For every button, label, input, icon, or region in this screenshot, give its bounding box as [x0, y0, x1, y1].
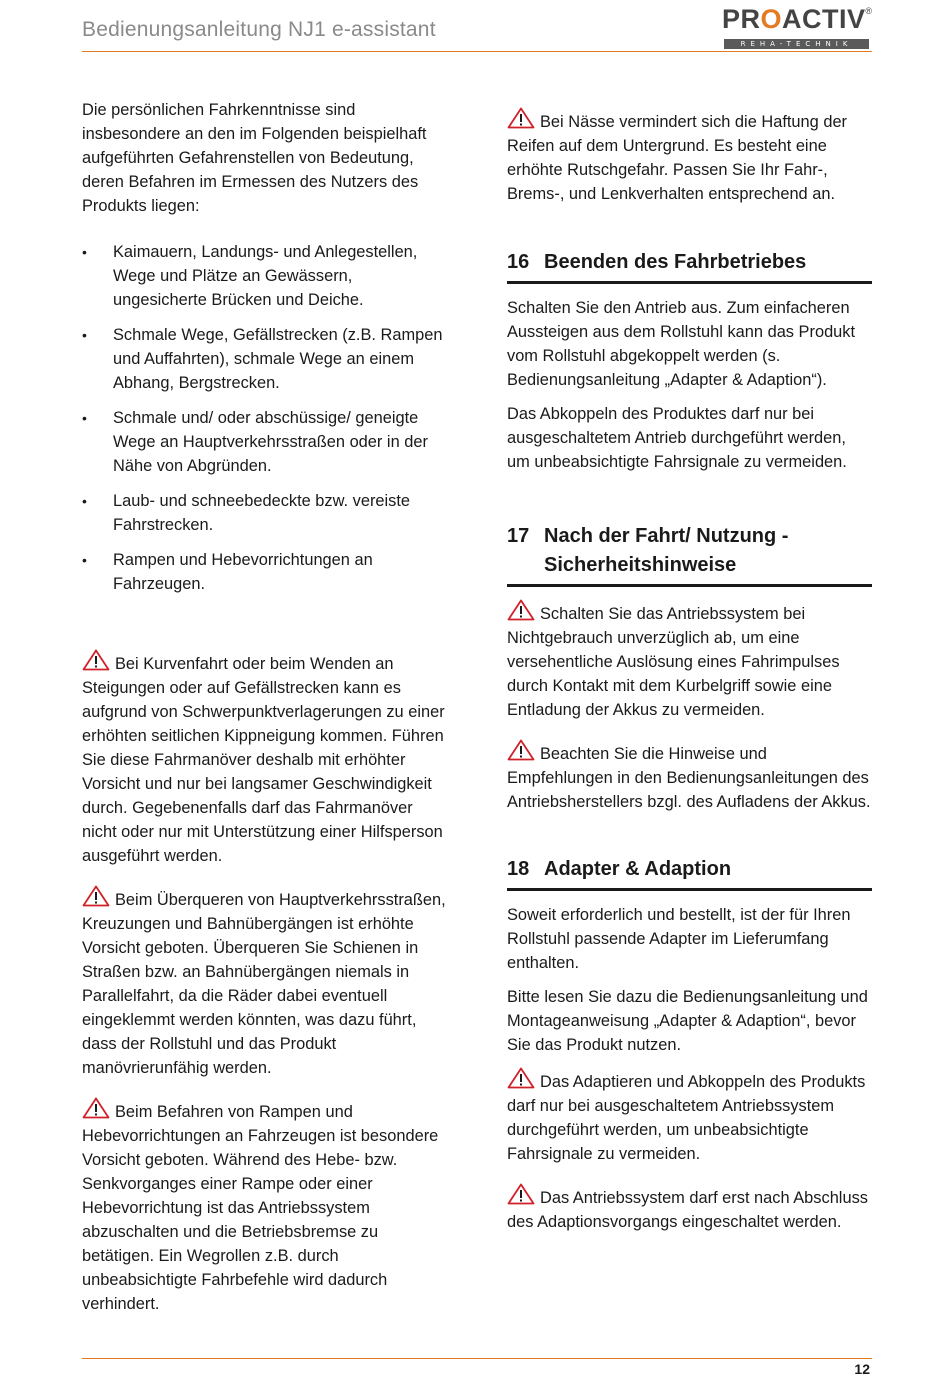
section-16-heading: 16 Beenden des Fahrbetriebes: [507, 248, 872, 284]
footer-divider: [82, 1358, 872, 1359]
bullet-icon: •: [82, 327, 87, 343]
bullet-icon: •: [82, 244, 87, 260]
list-item: • Laub- und schneebedeckte bzw. vereiste Fahrstrecken.: [82, 489, 447, 537]
warning-triangle-icon: [507, 1183, 535, 1205]
warning-triangle-icon: [82, 649, 110, 671]
bullet-icon: •: [82, 552, 87, 568]
section-16-paragraph: Schalten Sie den Antrieb aus. Zum einfacheren Aussteigen aus dem Rollstuhl kann das Produkt vom Rollstuhl abgekoppelt werden (s. Bedienungsanleitung „Adapter & Adaption“).: [507, 299, 856, 389]
bullet-icon: •: [82, 410, 87, 426]
logo-registered-mark: ®: [865, 6, 872, 16]
warning-paragraph: Das Adaptieren und Abkoppeln des Produkts darf nur bei ausgeschaltetem Antriebssystem durchgeführt werden, um unbeabsichtigte Fahrsignale zu vermeiden.: [507, 1067, 872, 1166]
list-item: • Kaimauern, Landungs- und Anlegestellen, Wege und Plätze an Gewässern, ungesicherte Brücken und Deiche.: [82, 240, 447, 312]
section-18-paragraph: Soweit erforderlich und bestellt, ist der für Ihren Rollstuhl passende Adapter im Lieferumfang enthalten.: [507, 906, 851, 972]
section-18-heading: 18 Adapter & Adaption: [507, 855, 872, 891]
warning-paragraph: Das Antriebssystem darf erst nach Abschluss des Adaptionsvorgangs eingeschaltet werden.: [507, 1183, 872, 1234]
intro-paragraph: Die persönlichen Fahrkenntnisse sind insbesondere an den im Folgenden beispielhaft aufgeführten Gefahrenstellen von Bedeutung, deren Befahren im Ermessen des Nutzers des Produkts liegen:: [82, 101, 427, 215]
list-item: • Schmale und/ oder abschüssige/ geneigte Wege an Hauptverkehrsstraßen oder in der Nähe von Abgründen.: [82, 406, 447, 478]
document-title: Bedienungsanleitung NJ1 e-assistant: [82, 18, 436, 41]
header-divider: [82, 51, 872, 52]
warning-paragraph: Beachten Sie die Hinweise und Empfehlungen in den Bedienungsanleitungen des Antriebsherstellers bzgl. des Aufladens der Akkus.: [507, 739, 872, 814]
warning-triangle-icon: [82, 885, 110, 907]
list-item: • Schmale Wege, Gefällstrecken (z.B. Rampen und Auffahrten), schmale Wege an einem Abhang, Bergstrecken.: [82, 323, 447, 395]
proactiv-logo: [722, 4, 872, 50]
warning-triangle-icon: [507, 107, 535, 129]
logo-tagline: REHA-TECHNIK: [724, 39, 869, 49]
right-column: [507, 98, 872, 1251]
bullet-icon: •: [82, 493, 87, 509]
section-17-heading: 17 Nach der Fahrt/ Nutzung - Sicherheitshinweise: [507, 522, 872, 587]
section-18-paragraph: Bitte lesen Sie dazu die Bedienungsanleitung und Montageanweisung „Adapter & Adaption“, bevor Sie das Produkt nutzen.: [507, 988, 868, 1054]
warning-triangle-icon: [507, 599, 535, 621]
page-header: [0, 0, 950, 60]
warning-triangle-icon: [82, 1097, 110, 1119]
warning-triangle-icon: [507, 1067, 535, 1089]
section-16-paragraph: Das Abkoppeln des Produktes darf nur bei ausgeschaltetem Antrieb durchgeführt werden, um unbeabsichtigte Fahrsignale zu vermeiden.: [507, 405, 847, 471]
warning-paragraph: Beim Überqueren von Hauptverkehrsstraßen, Kreuzungen und Bahnübergängen ist erhöhte Vorsicht geboten. Überqueren Sie Schienen in Straßen bzw. an Bahnübergängen niemals in Parallelfahrt, da die Räder dabei eventuell eingeklemmt werden könnten, was dazu führt, dass der Rollstuhl und das Produkt manövrierunfähig werden.: [82, 885, 447, 1080]
page-number: 12: [854, 1361, 870, 1377]
hazard-list: [82, 240, 447, 596]
warning-triangle-icon: [507, 739, 535, 761]
logo-wordmark: PROACTIV: [722, 4, 866, 34]
left-column: [82, 98, 447, 1333]
warning-paragraph: Schalten Sie das Antriebssystem bei Nichtgebrauch unverzüglich ab, um eine versehentliche Auslösung eines Fahrimpulses durch Kontakt mit dem Kurbelgriff sowie eine Entladung der Akkus zu vermeiden.: [507, 599, 872, 722]
list-item: • Rampen und Hebevorrichtungen an Fahrzeugen.: [82, 548, 447, 596]
warning-paragraph: Bei Nässe vermindert sich die Haftung der Reifen auf dem Untergrund. Es besteht eine erhöhte Rutschgefahr. Passen Sie Ihr Fahr-, Brems-, und Lenkverhalten entsprechend an.: [507, 107, 872, 206]
warning-paragraph: Bei Kurvenfahrt oder beim Wenden an Steigungen oder auf Gefällstrecken kann es aufgrund von Schwerpunktverlagerungen zu einer erhöhten seitlichen Kippneigung kommen. Führen Sie diese Fahrmanöver deshalb mit erhöhter Vorsicht und nur bei langsamer Geschwindigkeit durch. Gegebenenfalls darf das Fahrmanöver nicht oder nur mit Unterstützung einer Hilfsperson ausgeführt werden.: [82, 649, 447, 868]
warning-paragraph: Beim Befahren von Rampen und Hebevorrichtungen an Fahrzeugen ist besondere Vorsicht geboten. Während des Hebe- bzw. Senkvorganges einer Rampe oder einer Hebevorrichtung ist das Antriebssystem abzuschalten und die Betriebsbremse zu betätigen. Ein Wegrollen z.B. durch unbeabsichtigte Fahrbefehle wird dadurch verhindert.: [82, 1097, 447, 1316]
